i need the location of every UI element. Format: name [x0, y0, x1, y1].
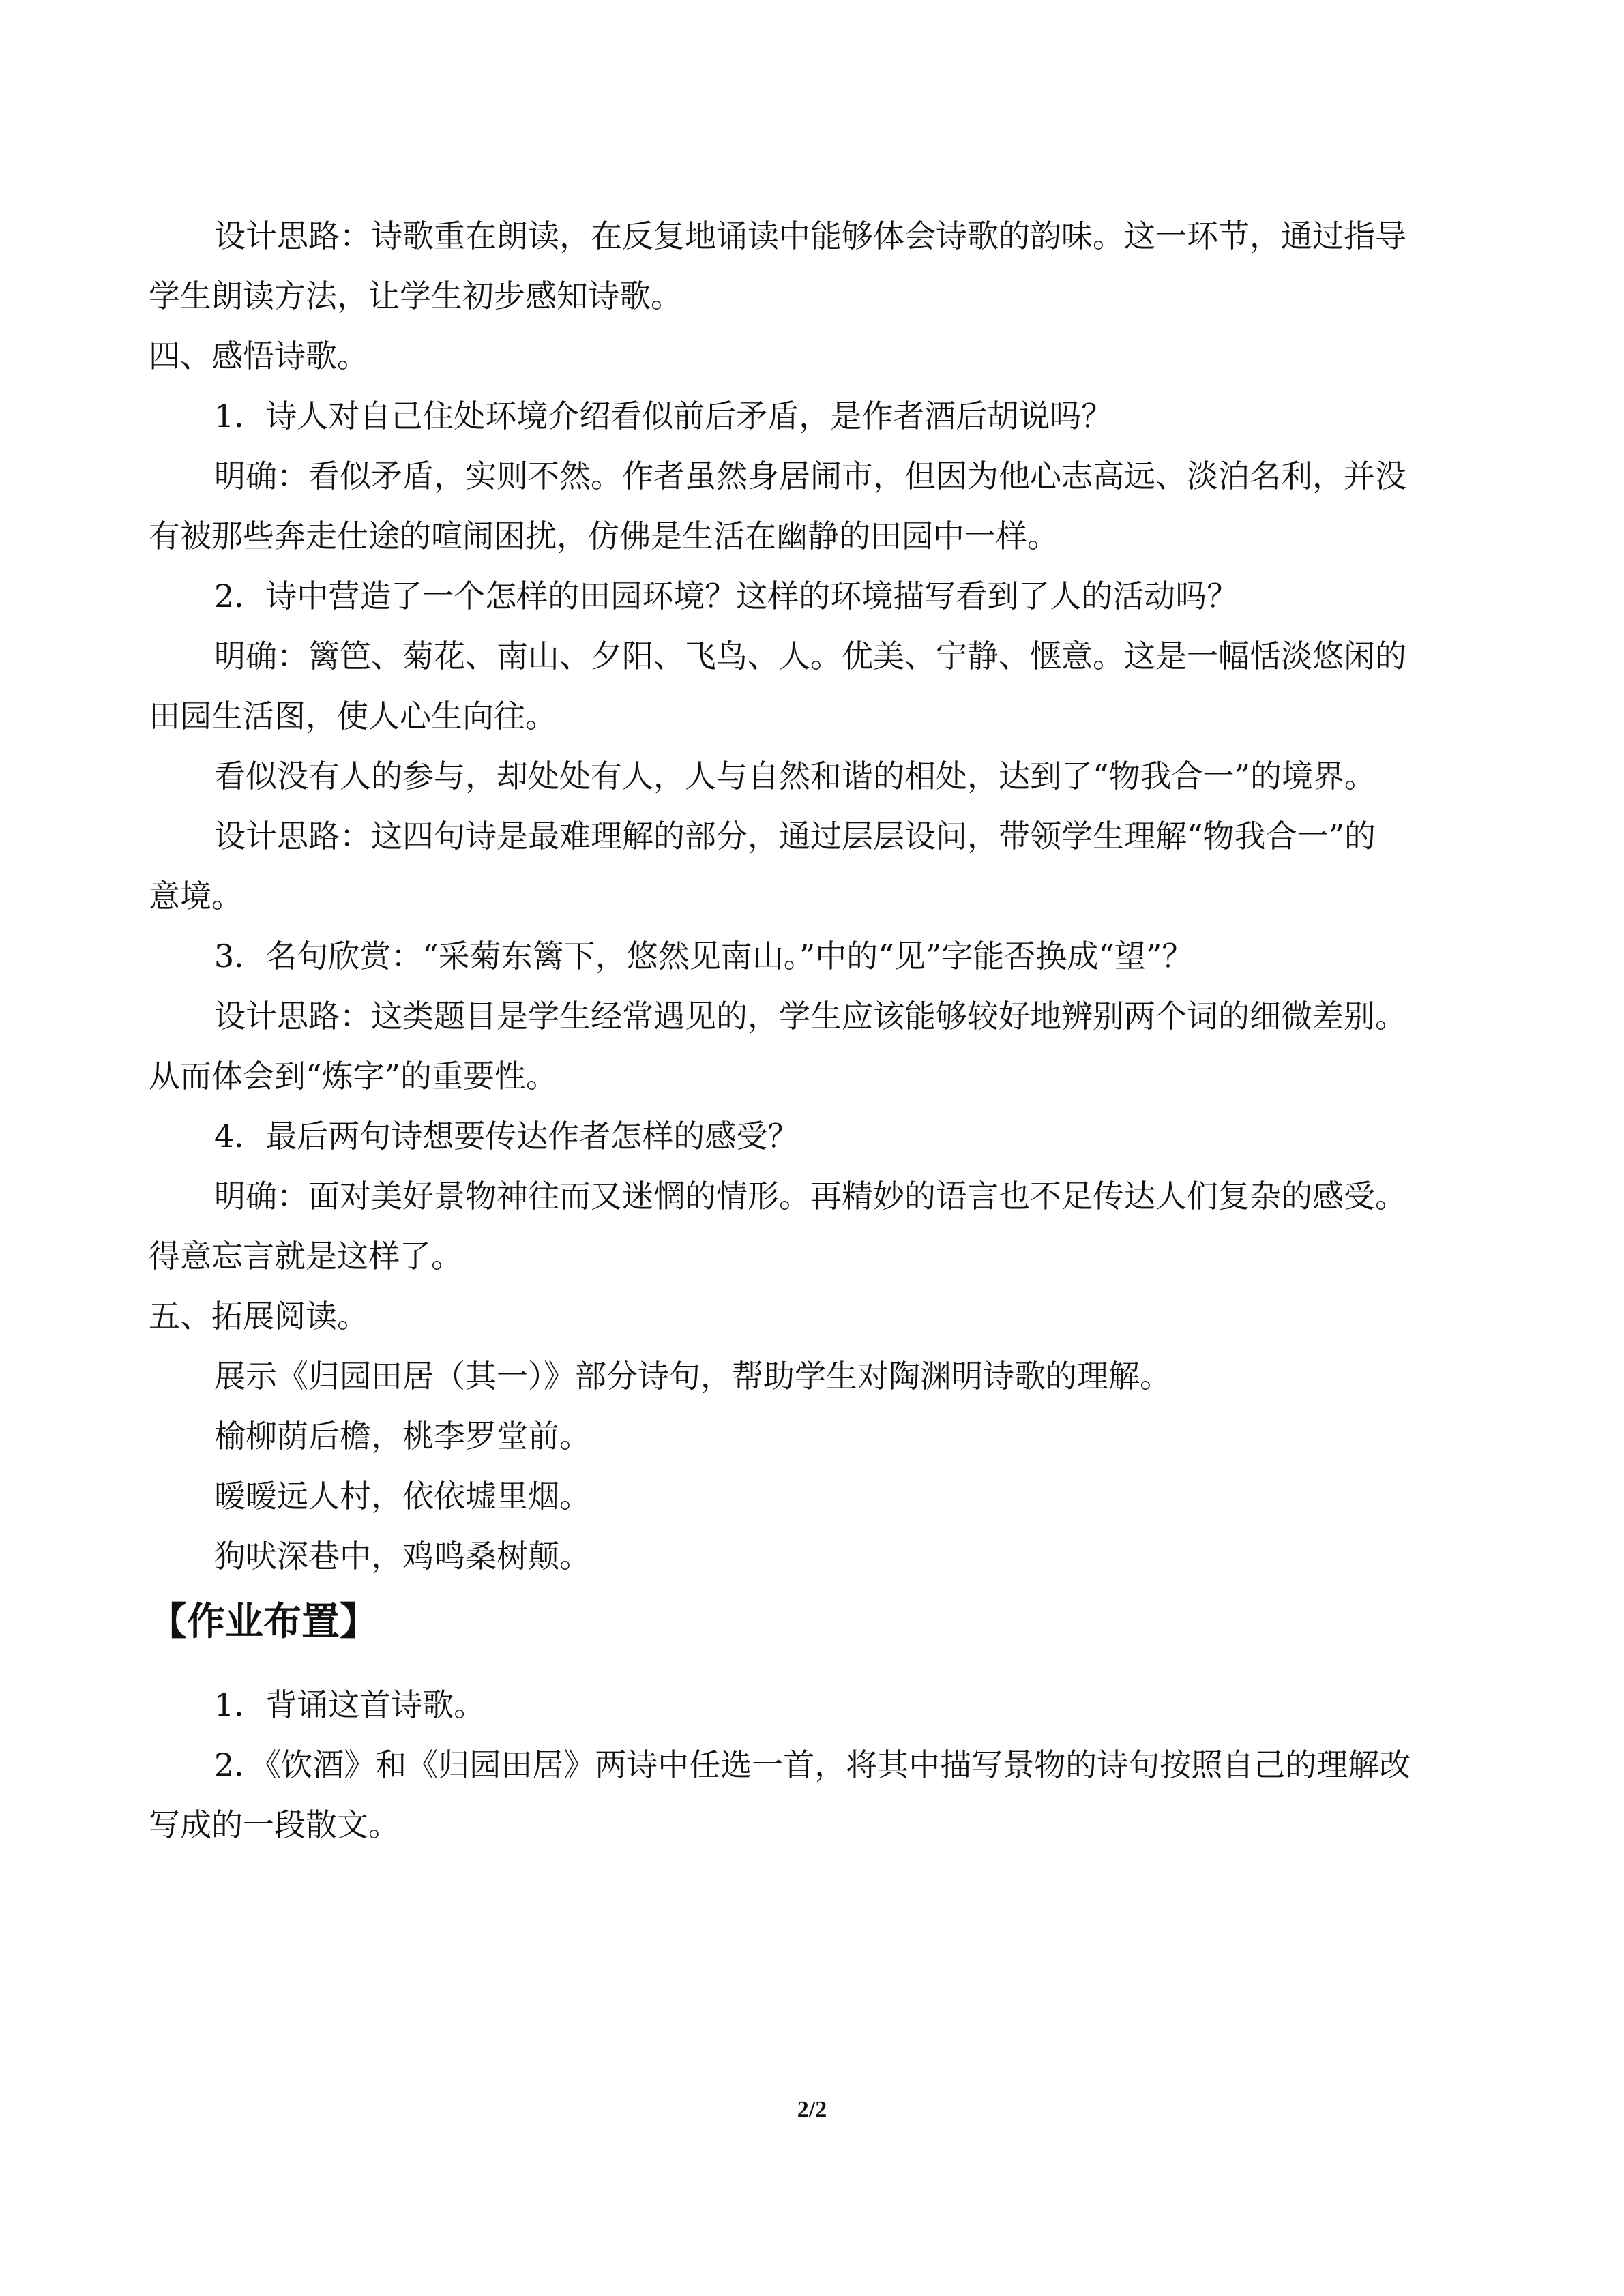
homework-heading: 【作业布置】 [149, 1599, 378, 1644]
page-number: 2/2 [797, 2097, 827, 2122]
question-2: 2．诗中营造了一个怎样的田园环境？这样的环境描写看到了人的活动吗？ [214, 578, 1239, 614]
paragraph-design-idea-2-cont: 意境。 [149, 878, 243, 914]
answer-1-cont: 有被那些奔走仕途的喧闹困扰，仿佛是生活在幽静的田园中一样。 [149, 518, 1059, 554]
question-4: 4．最后两句诗想要传达作者怎样的感受？ [214, 1118, 799, 1154]
answer-4: 明确：面对美好景物神往而又迷惘的情形。再精妙的语言也不足传达人们复杂的感受。 [214, 1178, 1406, 1214]
question-1: 1．诗人对自己住处环境介绍看似前后矛盾，是作者酒后胡说吗？ [214, 398, 1113, 434]
extended-reading-intro: 展示《归园田居（其一）》部分诗句，帮助学生对陶渊明诗歌的理解。 [214, 1358, 1171, 1395]
paragraph-design-idea-3-cont: 从而体会到“炼字”的重要性。 [149, 1058, 558, 1094]
section-heading-5: 五、拓展阅读。 [149, 1298, 368, 1335]
paragraph-design-idea-2: 设计思路：这四句诗是最难理解的部分，通过层层设问，带领学生理解“物我合一”的 [214, 818, 1376, 854]
paragraph-design-idea-1-cont: 学生朗读方法，让学生初步感知诗歌。 [149, 278, 682, 314]
homework-item-2: 2．《饮酒》和《归园田居》两诗中任选一首，将其中描写景物的诗句按照自己的理解改 [214, 1746, 1411, 1783]
poem-line-2: 暧暧远人村，依依墟里烟。 [214, 1478, 591, 1515]
paragraph-design-idea-1: 设计思路：诗歌重在朗读，在反复地诵读中能够体会诗歌的韵味。这一环节，通过指导 [214, 218, 1406, 254]
section-heading-4: 四、感悟诗歌。 [149, 338, 368, 374]
homework-item-2-cont: 写成的一段散文。 [149, 1806, 400, 1843]
poem-line-1: 榆柳荫后檐，桃李罗堂前。 [214, 1418, 591, 1455]
question-3: 3．名句欣赏：“采菊东篱下，悠然见南山。”中的“见”字能否换成“望”？ [214, 938, 1194, 974]
answer-2: 明确：篱笆、菊花、南山、夕阳、飞鸟、人。优美、宁静、惬意。这是一幅恬淡悠闲的 [214, 638, 1406, 674]
homework-item-1: 1．背诵这首诗歌。 [214, 1686, 486, 1723]
answer-4-cont: 得意忘言就是这样了。 [149, 1238, 462, 1274]
poem-line-3: 狗吠深巷中，鸡鸣桑树颠。 [214, 1538, 591, 1575]
paragraph-design-idea-3: 设计思路：这类题目是学生经常遇见的，学生应该能够较好地辨别两个词的细微差别。 [214, 998, 1406, 1034]
answer-2-cont: 田园生活图，使人心生向往。 [149, 698, 557, 734]
answer-1: 明确：看似矛盾，实则不然。作者虽然身居闹市，但因为他心志高远、淡泊名利，并没 [214, 458, 1406, 494]
answer-2-extra: 看似没有人的参与，却处处有人，人与自然和谐的相处，达到了“物我合一”的境界。 [214, 758, 1376, 794]
